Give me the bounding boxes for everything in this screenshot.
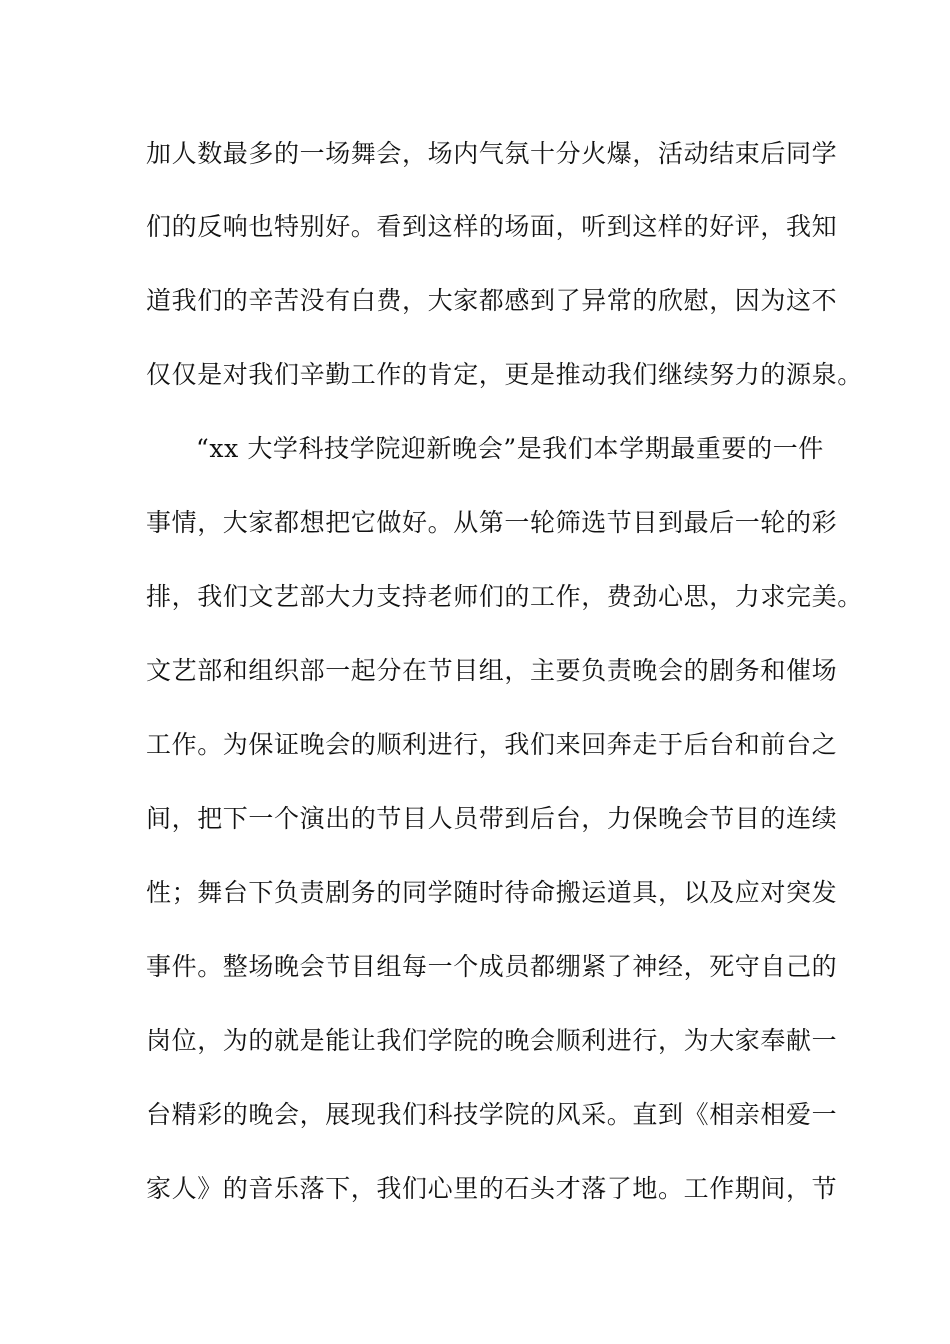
text-line: 间，把下一个演出的节目人员带到后台，力保晚会节目的连续	[146, 804, 838, 833]
text-line: 文艺部和组织部一起分在节目组，主要负责晚会的剧务和催场	[146, 656, 838, 685]
text-line: 排，我们文艺部大力支持老师们的工作，费劲心思，力求完美。	[146, 582, 863, 611]
text-line: 事情，大家都想把它做好。从第一轮筛选节目到最后一轮的彩	[146, 508, 838, 537]
text-line: 道我们的辛苦没有白费，大家都感到了异常的欣慰，因为这不	[146, 286, 838, 315]
text-line: 性；舞台下负责剧务的同学随时待命搬运道具，以及应对突发	[146, 878, 838, 907]
text-line: 家人》的音乐落下，我们心里的石头才落了地。工作期间，节	[146, 1174, 838, 1203]
text-line: 工作。为保证晚会的顺利进行，我们来回奔走于后台和前台之	[146, 730, 838, 759]
text-line: 岗位，为的就是能让我们学院的晚会顺利进行，为大家奉献一	[146, 1026, 838, 1055]
text-line: 仅仅是对我们辛勤工作的肯定，更是推动我们继续努力的源泉。	[146, 360, 863, 389]
text-line: 加人数最多的一场舞会，场内气氛十分火爆，活动结束后同学	[146, 139, 838, 168]
text-line: 们的反响也特别好。看到这样的场面，听到这样的好评，我知	[146, 212, 838, 241]
paragraph-first-line: “xx 大学科技学院迎新晚会”是我们本学期最重要的一件	[196, 434, 824, 463]
text-line: 事件。整场晚会节目组每一个成员都绷紧了神经，死守自己的	[146, 952, 838, 981]
text-line: 台精彩的晚会，展现我们科技学院的风采。直到《相亲相爱一	[146, 1100, 838, 1129]
